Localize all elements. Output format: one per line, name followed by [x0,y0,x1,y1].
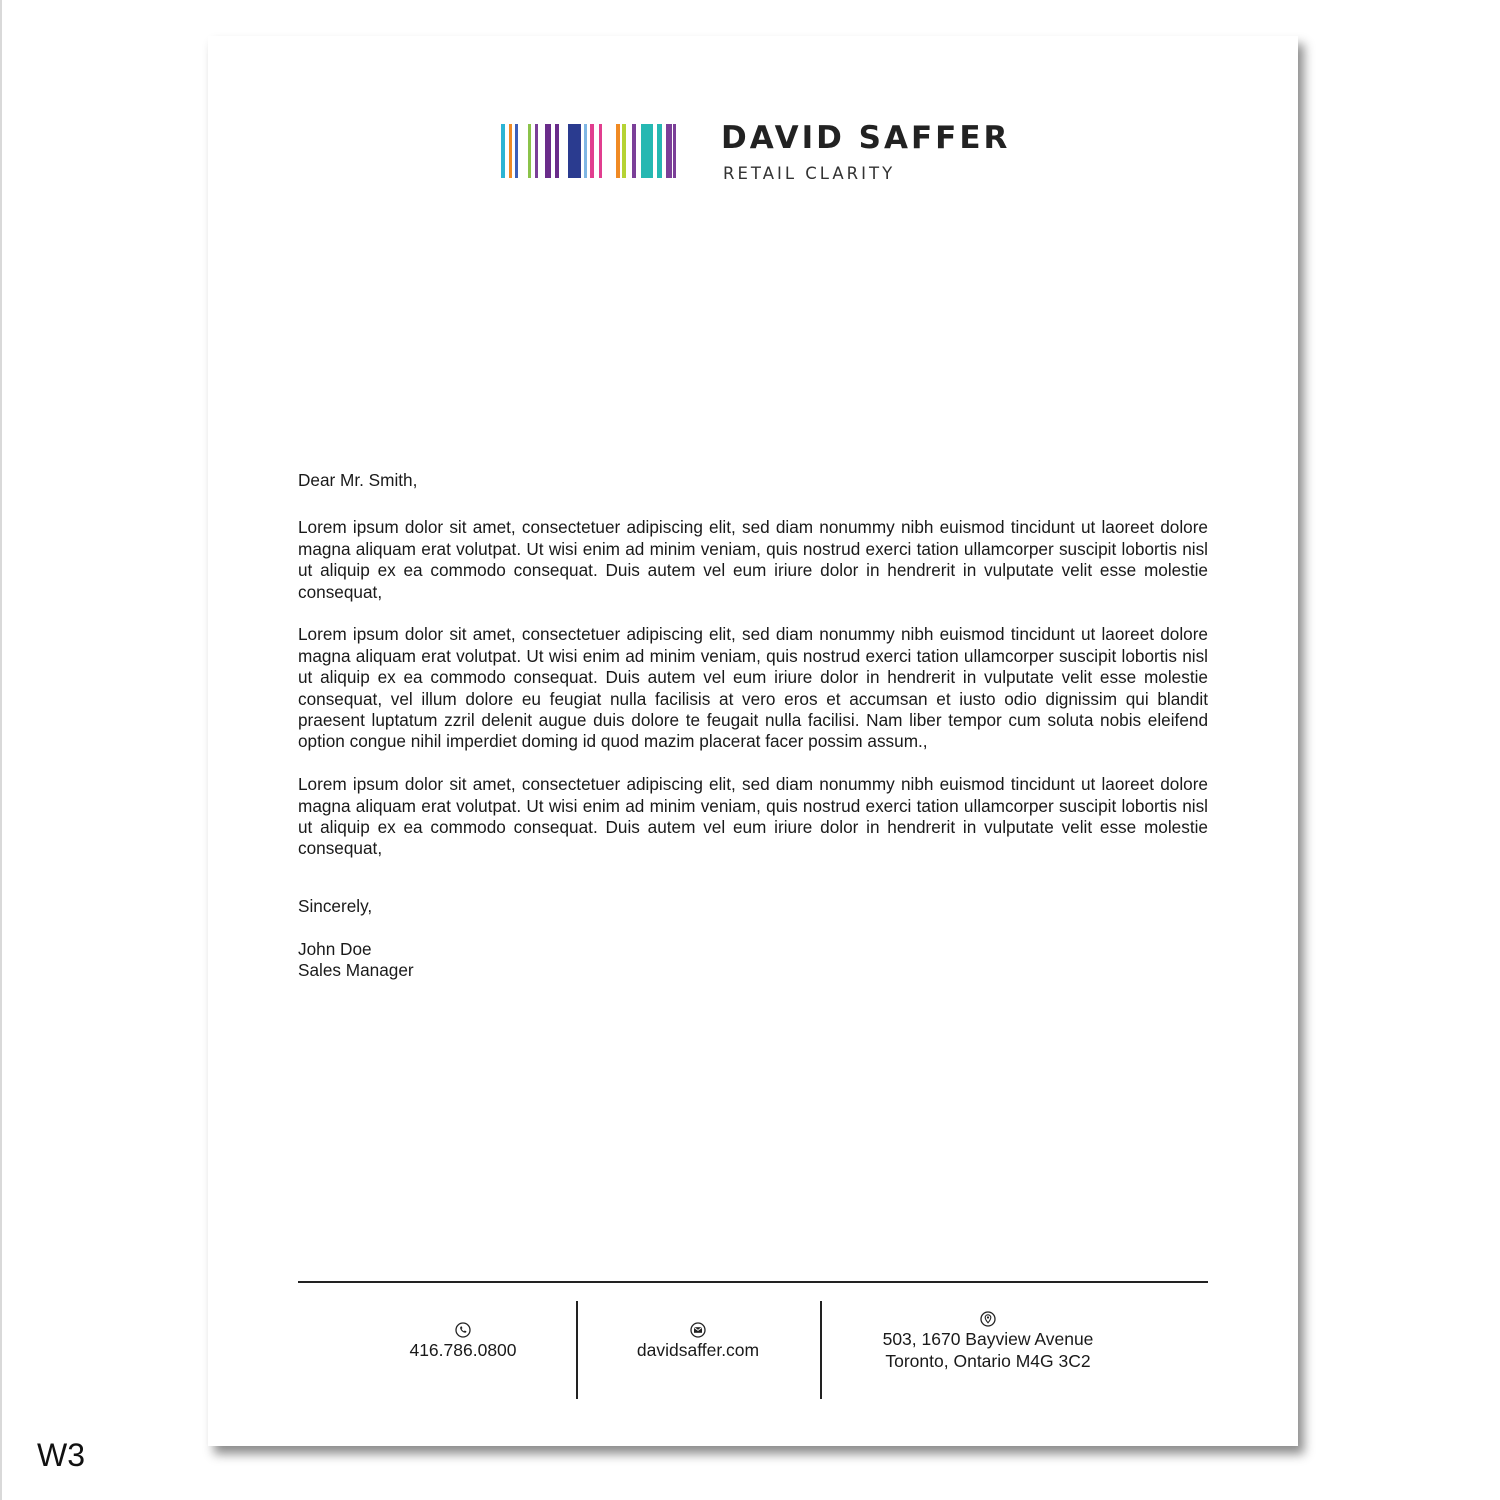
logo-bar [555,124,559,178]
logo-bar [673,124,676,178]
left-edge-line [0,0,2,1500]
logo-bar [657,124,662,178]
paragraph-2: Lorem ipsum dolor sit amet, consectetuer adipiscing elit, sed diam nonummy nibh euismod tincidunt ut laoreet dolore magna aliquam erat volutpat. Ut wisi enim ad minim veniam, quis nostrud exerci tation ullamcorper suscipit lobortis nisl ut aliquip ex ea commodo consequat. Duis autem vel eum iriure dolor in hendrerit in vulputate velit esse molestie consequat, vel illum dolore eu feugiat nulla facilisis at vero eros et accumsan et iusto odio dignissim qui blandit praesent luptatum zzril delenit augue duis dolore te feugait nulla facilisi. Nam liber tempor cum soluta nobis eleifend option congue nihil imperdiet doming id quod mazim placerat facer possim assum., [298,624,1208,752]
closing: Sincerely, [298,895,373,916]
logo-bar [535,124,538,178]
logo-bar [641,124,653,178]
footer-rule [298,1281,1208,1283]
page-label: W3 [37,1437,85,1473]
logo-bar [590,124,594,178]
letterhead-sheet [208,36,1298,1446]
logo-bar [666,124,672,178]
website-link[interactable]: davidsaffer.com [636,1340,760,1360]
logo-bar [616,124,620,178]
logo-bars [501,124,681,178]
address-line-2: Toronto, Ontario M4G 3C2 [885,1350,1091,1371]
email-icon [690,1322,706,1338]
address-line-1: 503, 1670 Bayview Avenue [882,1329,1094,1349]
logo-bar [599,124,602,178]
logo-bar [568,124,581,178]
logo-bar [501,124,505,178]
signer-name: John Doe [298,938,372,959]
signature-block [298,939,1208,982]
brand-logo [501,120,1021,194]
logo-bar [545,124,551,178]
phone-icon [455,1322,471,1338]
location-pin-icon [980,1311,996,1327]
logo-bar [515,124,518,178]
brand-tagline: RETAIL CLARITY [723,164,896,183]
logo-bar [632,124,636,178]
paragraph-1: Lorem ipsum dolor sit amet, consectetuer adipiscing elit, sed diam nonummy nibh euismod tincidunt ut laoreet dolore magna aliquam erat volutpat. Ut wisi enim ad minim veniam, quis nostrud exerci tation ullamcorper suscipit lobortis nisl ut aliquip ex ea commodo consequat. Duis autem vel eum iriure dolor in hendrerit in vulputate velit esse molestie consequat, [298,517,1208,602]
phone-number[interactable]: 416.786.0800 [409,1340,517,1360]
brand-name: DAVID SAFFER [721,120,1011,156]
logo-bar [528,124,531,178]
logo-bar [622,124,626,178]
paragraph-3: Lorem ipsum dolor sit amet, consectetuer adipiscing elit, sed diam nonummy nibh euismod tincidunt ut laoreet dolore magna aliquam erat volutpat. Ut wisi enim ad minim veniam, quis nostrud exerci tation ullamcorper suscipit lobortis nisl ut aliquip ex ea commodo consequat. Duis autem vel eum iriure dolor in hendrerit in vulputate velit esse molestie consequat, [298,774,1208,859]
letter-body [298,470,1208,1003]
footer-website [618,1322,778,1362]
footer-phone [388,1322,538,1362]
footer-address [868,1311,1108,1372]
signer-title: Sales Manager [298,960,414,981]
salutation: Dear Mr. Smith, [298,470,418,490]
logo-bar [584,124,587,178]
footer-divider-2 [820,1301,822,1399]
logo-bar [509,124,512,178]
footer-divider-1 [576,1301,578,1399]
